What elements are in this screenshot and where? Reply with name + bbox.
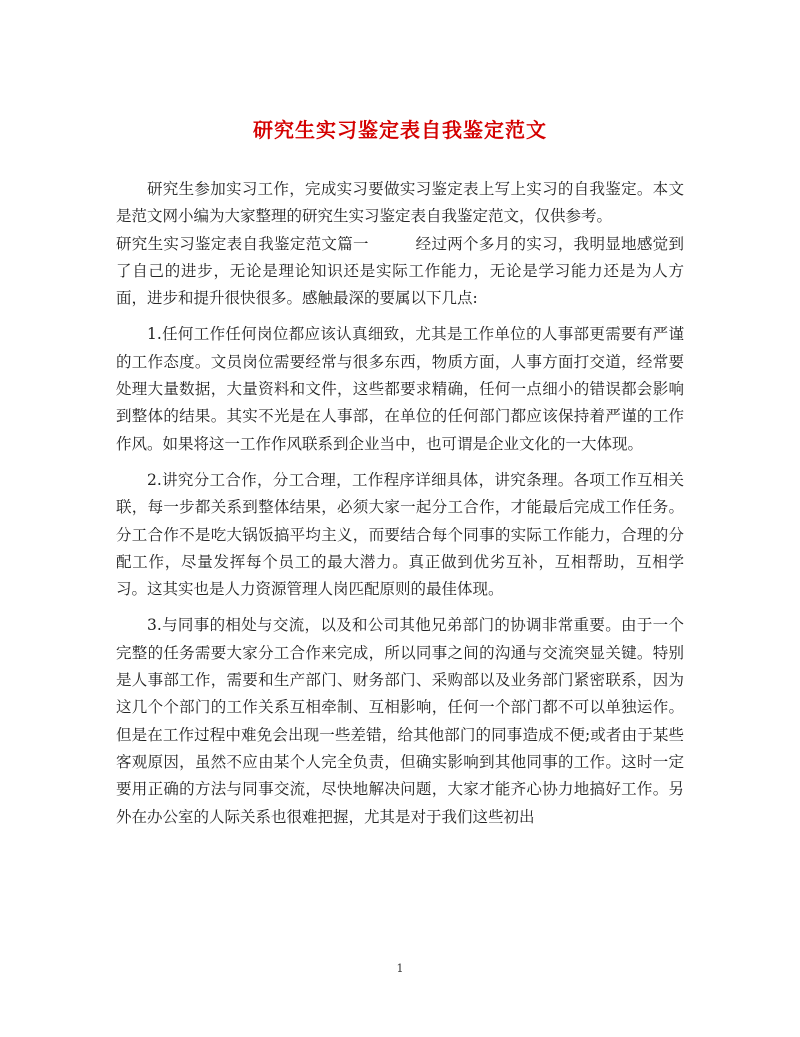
section-paragraph bbox=[116, 231, 684, 313]
document-title: 研究生实习鉴定表自我鉴定范文 bbox=[253, 118, 547, 142]
intro-paragraph: 研究生参加实习工作，完成实习要做实习鉴定表上写上实习的自我鉴定。本文是范文网小编为大家整理的研究生实习鉴定表自我鉴定范文，仅供参考。 bbox=[116, 180, 684, 226]
point-paragraph-1: 1.任何工作任何岗位都应该认真细致，尤其是工作单位的人事部更需要有严谨的工作态度。文员岗位需要经常与很多东西，物质方面，人事方面打交道，经常要处理大量数据，大量资料和文件，这些都要求精确，任何一点细小的错误都会影响到整体的结果。其实不光是在人事部，在单位的任何部门都应该保持着严谨的工作作风。如果将这一工作作风联系到企业当中，也可谓是企业文化的一大体现。 bbox=[116, 325, 684, 453]
section-heading: 研究生实习鉴定表自我鉴定范文篇一 bbox=[116, 234, 369, 253]
page-number: 1 bbox=[396, 962, 404, 975]
document-body bbox=[116, 176, 684, 840]
point-paragraph-2: 2.讲究分工合作，分工合理，工作程序详细具体，讲究条理。各项工作互相关联，每一步都关系到整体结果，必须大家一起分工合作，才能最后完成工作任务。分工合作不是吃大锅饭搞平均主义，而要结合每个同事的实际工作能力，合理的分配工作，尽量发挥每个员工的最大潜力。真正做到优劣互补，互相帮助，互相学习。这其实也是人力资源管理人岗匹配原则的最佳体现。 bbox=[116, 470, 684, 599]
point-paragraph-3: 3.与同事的相处与交流，以及和公司其他兄弟部门的协调非常重要。由于一个完整的任务需要大家分工合作来完成，所以同事之间的沟通与交流突显关键。特别是人事部工作，需要和生产部门、财务部门、采购部以及业务部门紧密联系，因为这几个个部门的工作关系互相牵制、互相影响，任何一个部门都不可以单独运作。但是在工作过程中难免会出现一些差错，给其他部门的同事造成不便;或者由于某些客观原因，虽然不应由某个人完全负责，但确实影响到其他同事的工作。这时一定要用正确的方法与同事交流，尽快地解决问题，大家才能齐心协力地搞好工作。另外在办公室的人际关系也很难把握，尤其是对于我们这些初出 bbox=[116, 616, 684, 826]
section-opening: 经过两个多月的实习，我明显地感觉到了自己的进步，无论是理论知识还是实际工作能力，无论是学习能力还是为人方面，进步和提升很快很多。感触最深的要属以下几点: bbox=[116, 234, 684, 308]
